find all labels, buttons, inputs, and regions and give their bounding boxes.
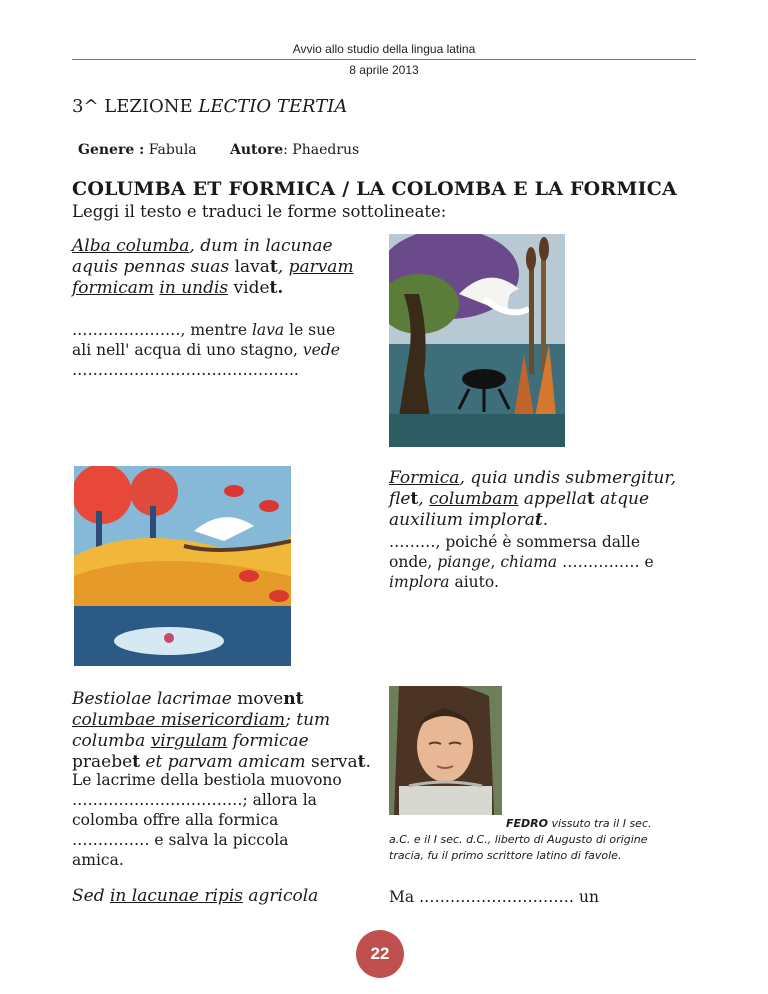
author-caption: FEDRO vissuto tra il I sec. a.C. e il I sec. d.C., liberto di Augusto di origine tracia, fu il primo scrittore latino di favole. — [389, 817, 652, 862]
fable-title: COLUMBA ET FORMICA / LA COLOMBA E LA FORMICA — [72, 178, 677, 200]
instruction: Leggi il testo e traduci le forme sottolineate: — [72, 202, 447, 221]
header-rule — [72, 59, 696, 60]
running-header-title: Avvio allo studio della lingua latina — [292, 42, 476, 56]
phaedrus-portrait — [389, 686, 502, 815]
genre-field: Genere : Fabula — [78, 142, 197, 158]
latin-paragraph-4: Sed in lacunae ripis agricola — [72, 886, 319, 906]
latin-paragraph-2: Formica, quia undis submergitur, flet, columbam appellat atque auxilium implorat. — [389, 468, 677, 530]
latin-paragraph-1: Alba columba, dum in lacunae aquis pennas suas lavat, parvam formicam in undis videt. — [72, 236, 354, 298]
latin-paragraph-3: Bestiolae lacrimae movent columbae misericordiam; tum columba virgulam formicae praebet et parvam amicam servat. — [72, 689, 371, 772]
lesson-heading: 3^ LEZIONE LECTIO TERTIA — [72, 96, 348, 117]
translation-paragraph-2: ………, poiché è sommersa dalle onde, piange, chiama …………… e implora aiuto. — [389, 533, 654, 591]
translation-paragraph-4: Ma ………………………… un — [389, 888, 599, 906]
translation-paragraph-3: Le lacrime della bestiola muovono ……………………………; allora la colomba offre alla formica …………… e salva la piccola amica. — [72, 771, 342, 869]
running-header-date: 8 aprile 2013 — [349, 63, 419, 77]
landscape-dove-illustration — [74, 466, 291, 666]
page-number: 22 — [356, 930, 404, 978]
author-field: Autore: Phaedrus — [230, 142, 360, 158]
translation-paragraph-1: …………………, mentre lava le sue ali nell' acqua di uno stagno, vede …………………………………….. — [72, 321, 340, 379]
dove-ant-illustration — [389, 234, 565, 447]
